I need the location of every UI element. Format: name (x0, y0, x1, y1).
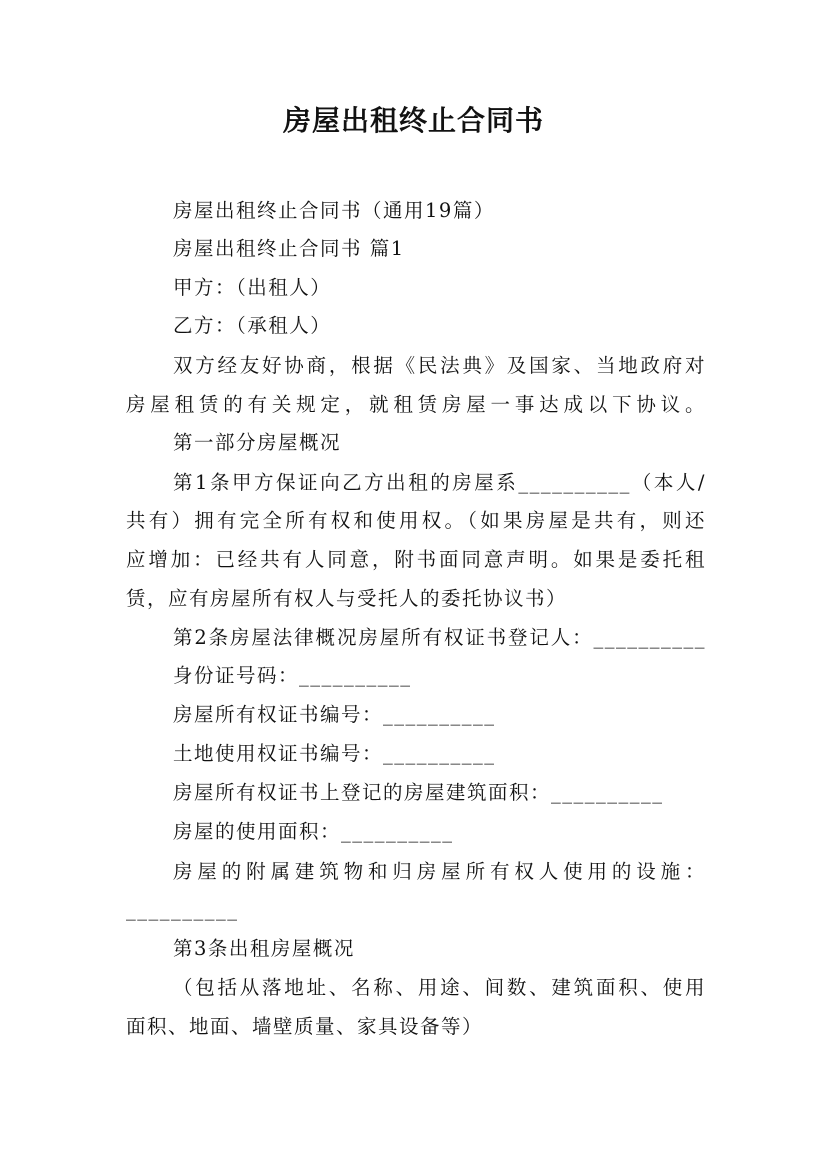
field-line: 房屋所有权证书编号：__________ (173, 703, 496, 726)
document-subtitle: 房屋出租终止合同书（通用19篇） (173, 199, 495, 222)
paragraph-line: 房屋的附属建筑物和归房屋所有权人使用的设施： (173, 860, 706, 883)
field-line: 身份证号码：__________ (173, 664, 412, 687)
paragraph-line: 双方经友好协商，根据《民法典》及国家、当地政府对 (173, 354, 706, 377)
document-title: 房屋出租终止合同书 (282, 104, 544, 137)
field-line: 土地使用权证书编号：__________ (173, 742, 496, 765)
paragraph-line: 应增加：已经共有人同意，附书面同意声明。如果是委托租 (126, 548, 706, 571)
paragraph-line: （包括从落地址、名称、用途、间数、建筑面积、使用 (173, 976, 706, 999)
section-heading: 房屋出租终止合同书 篇1 (173, 237, 405, 260)
party-b-line: 乙方：（承租人） (173, 314, 332, 337)
paragraph-line: 共有）拥有完全所有权和使用权。（如果房屋是共有，则还 (126, 509, 706, 532)
field-line: __________ (126, 898, 239, 921)
party-a-line: 甲方：（出租人） (173, 276, 332, 299)
paragraph-line: 面积、地面、墙壁质量、家具设备等） (126, 1015, 484, 1038)
field-line: 房屋所有权证书上登记的房屋建筑面积：__________ (173, 781, 664, 804)
article-heading: 第3条出租房屋概况 (173, 937, 355, 960)
paragraph-line: 房屋租赁的有关规定，就租赁房屋一事达成以下协议。 (126, 393, 706, 416)
field-line: 房屋的使用面积：__________ (173, 820, 454, 843)
paragraph-line: 赁，应有房屋所有权人与受托人的委托协议书） (126, 587, 568, 610)
paragraph-line: 第2条房屋法律概况房屋所有权证书登记人：__________ (173, 626, 706, 649)
paragraph-line: 第1条甲方保证向乙方出租的房屋系__________（本人/ (173, 471, 706, 494)
part-heading: 第一部分房屋概况 (173, 431, 342, 454)
